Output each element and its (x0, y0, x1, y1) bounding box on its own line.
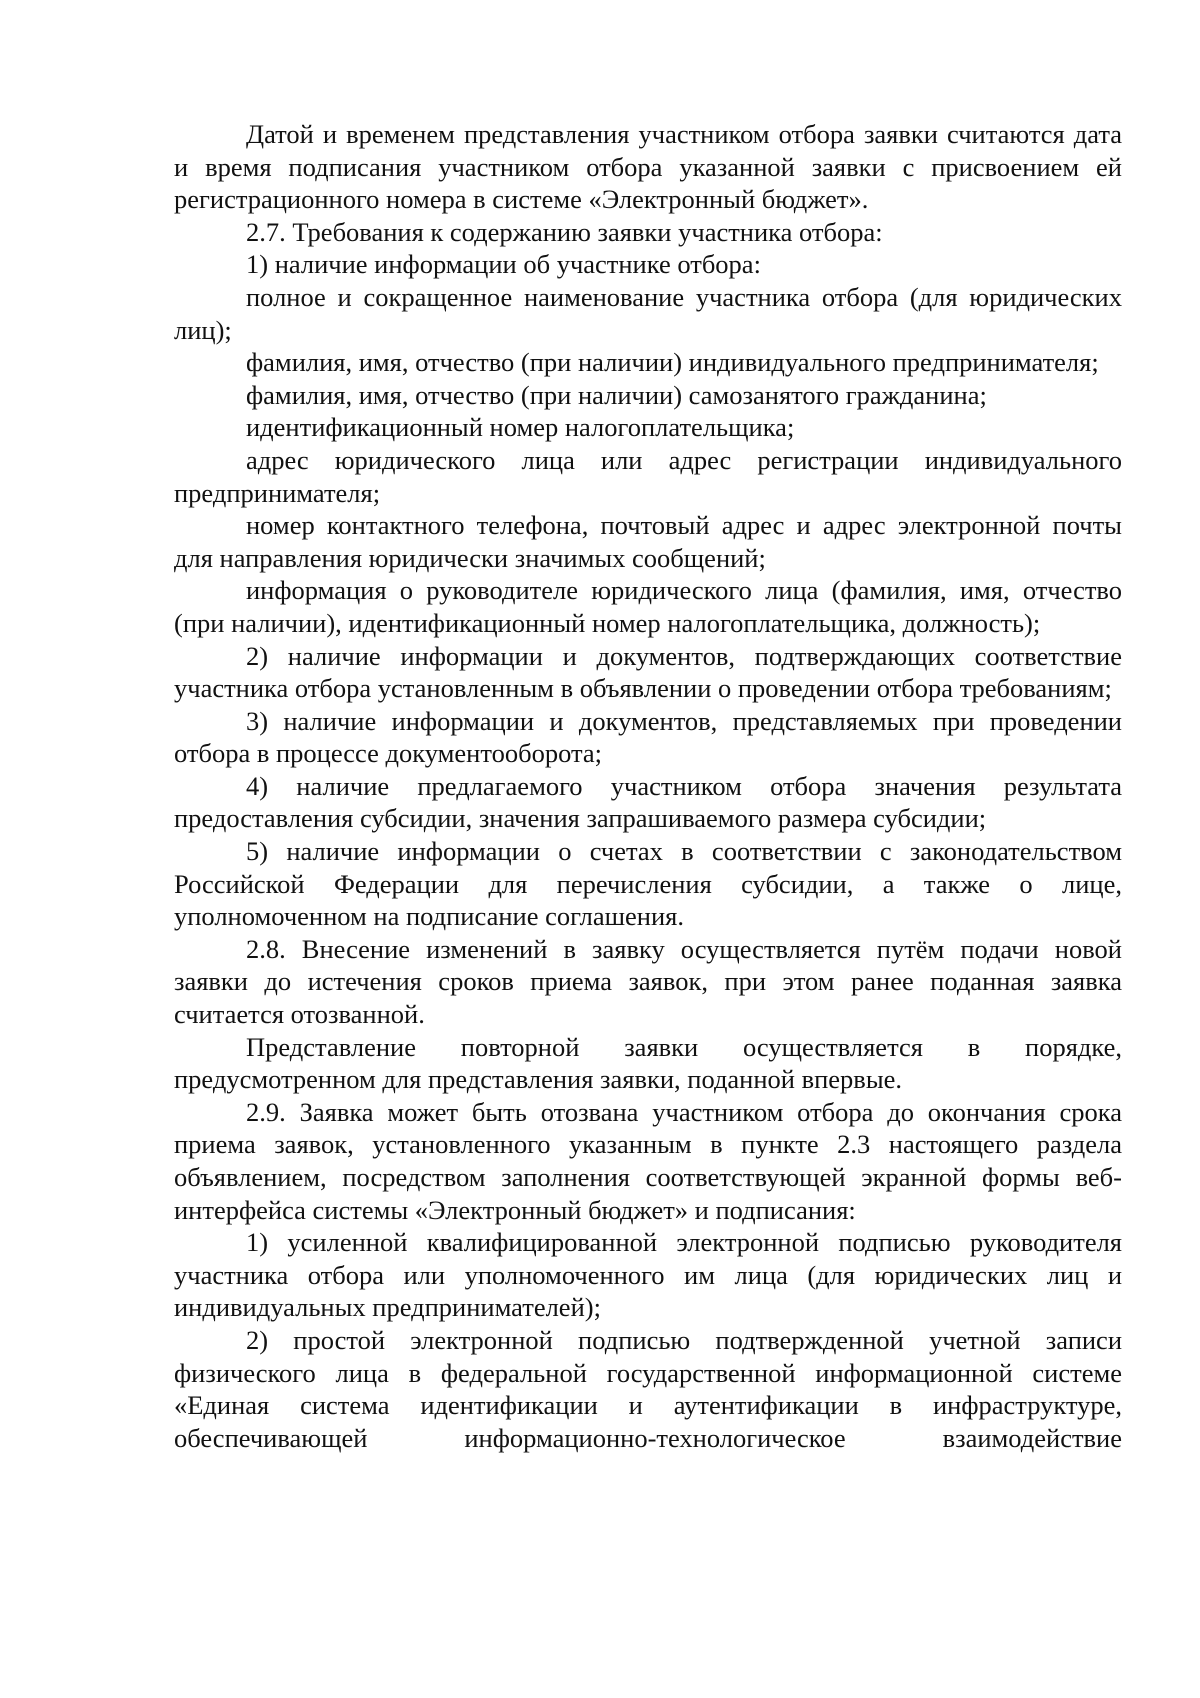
paragraph-signature-2: 2) простой электронной подписью подтвержденной учетной записи физического лица в федеральной государственной информационной системе «Единая система идентификации и аутентификации в инфраструктуре, обеспечивающей информационно-технологическое взаимодействие (174, 1324, 1122, 1453)
paragraph-resubmission: Представление повторной заявки осуществляется в порядке, предусмотренном для представления заявки, поданной впервые. (174, 1031, 1122, 1095)
paragraph-item-4: 4) наличие предлагаемого участником отбора значения результата предоставления субсидии, значения запрашиваемого размера субсидии; (174, 770, 1122, 834)
paragraph-entrepreneur-name: фамилия, имя, отчество (при наличии) индивидуального предпринимателя; (246, 347, 1099, 378)
paragraph-head-info: информация о руководителе юридического лица (фамилия, имя, отчество (при наличии), идентификационный номер налогоплательщика, должность); (174, 575, 1122, 638)
paragraph-contacts: номер контактного телефона, почтовый адрес и адрес электронной почты для направления юридически значимых сообщений; (174, 510, 1122, 573)
paragraph-signature-1: 1) усиленной квалифицированной электронной подписью руководителя участника отбора или уполномоченного им лица (для юридических лиц и индивидуальных предпринимателей); (174, 1227, 1122, 1323)
paragraph-item-2: 2) наличие информации и документов, подтверждающих соответствие участника отбора установленным в объявлении о проведении отбора требованиям; (174, 640, 1122, 704)
paragraph-2-9: 2.9. Заявка может быть отозвана участником отбора до окончания срока приема заявок, установленного указанным в пункте 2.3 настоящего раздела объявлением, посредством заполнения соответствующей экранной формы веб-интерфейса системы «Электронный бюджет» и подписания: (174, 1096, 1122, 1225)
document-page (174, 118, 1122, 1454)
paragraph-inn: идентификационный номер налогоплательщика; (246, 412, 795, 443)
paragraph-2-7-heading: 2.7. Требования к содержанию заявки участника отбора: (246, 216, 883, 247)
paragraph-item-3: 3) наличие информации и документов, представляемых при проведении отбора в процессе документооборота; (174, 705, 1122, 769)
paragraph-item-1: 1) наличие информации об участнике отбора: (246, 249, 761, 280)
paragraph-item-5: 5) наличие информации о счетах в соответствии с законодательством Российской Федерации для перечисления субсидии, а также о лице, уполномоченном на подписание соглашения. (174, 836, 1122, 932)
paragraph-address: адрес юридического лица или адрес регистрации индивидуального предпринимателя; (174, 444, 1122, 508)
paragraph-submission-date: Датой и временем представления участником отбора заявки считаются дата и время подписания участником отбора указанной заявки с присвоением ей регистрационного номера в системе «Электронный бюджет». (174, 119, 1122, 215)
paragraph-self-employed-name: фамилия, имя, отчество (при наличии) самозанятого гражданина; (246, 379, 987, 410)
paragraph-full-name: полное и сокращенное наименование участника отбора (для юридических лиц); (174, 281, 1122, 345)
paragraph-2-8: 2.8. Внесение изменений в заявку осуществляется путём подачи новой заявки до истечения сроков приема заявок, при этом ранее поданная заявка считается отозванной. (174, 933, 1122, 1030)
